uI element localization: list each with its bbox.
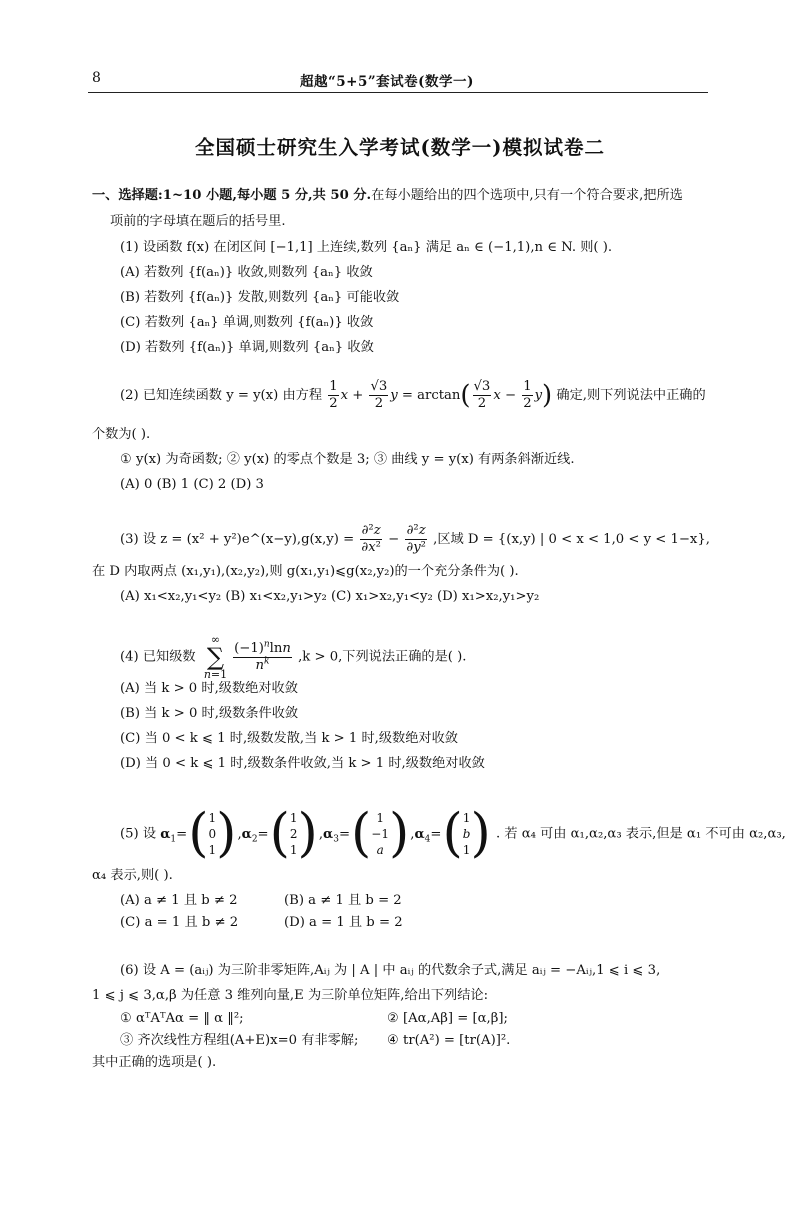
q2-equation: $\frac{1}{2}$ x + $\frac{√3}{2}$ y = arctan( $\frac{√3}{2}$ x − $\frac{1}{2}$ y) [329, 379, 553, 411]
header-rule [88, 92, 708, 93]
section-intro-line-2: 项前的字母填在题后的括号里. [110, 214, 286, 229]
q5-stem [120, 803, 786, 864]
q3-stem-tail: ,区域 D = {(x,y) | 0 < x < 1,0 < y < 1−x}, [433, 532, 710, 547]
running-header: 超越“5+5”套试卷(数学一) [300, 74, 474, 90]
q6-stem-2: 1 ⩽ j ⩽ 3,α,β 为任意 3 维列向量,E 为三阶单位矩阵,给出下列结论: [92, 988, 489, 1003]
page-number: 8 [92, 70, 101, 86]
page-title: 全国硕士研究生入学考试(数学一)模拟试卷二 [195, 136, 605, 159]
q1-option-a: (A) 若数列 {f(aₙ)} 收敛,则数列 {aₙ} 收敛 [120, 265, 373, 280]
q3-stem-cont: 在 D 内取两点 (x₁,y₁),(x₂,y₂),则 g(x₁,y₁)⩽g(x₂,y₂)的一个充分条件为( ). [92, 564, 519, 579]
q5-stem-cont: α₄ 表示,则( ). [92, 868, 173, 883]
q1-option-b: (B) 若数列 {f(aₙ)} 发散,则数列 {aₙ} 可能收敛 [120, 290, 400, 305]
q2-stem-lead: (2) 已知连续函数 y = y(x) 由方程 [120, 388, 323, 403]
q3-stem [120, 522, 710, 558]
q1-option-d: (D) 若数列 {f(aₙ)} 单调,则数列 {aₙ} 收敛 [120, 340, 374, 355]
q6-conclusion-4: ④ tr(A²) = [tr(A)]². [387, 1033, 511, 1048]
q4-stem-lead: (4) 已知级数 [120, 649, 196, 665]
q5-stem-tail: . 若 α₄ 可由 α₁,α₂,α₃ 表示,但是 α₁ 不可由 α₂,α₃, [495, 826, 786, 842]
q5-stem-lead: (5) 设 [120, 826, 157, 842]
section-heading: 一、选择题:1~10 小题,每小题 5 分,共 50 分. [92, 188, 372, 203]
q4-stem [120, 634, 466, 680]
q2-stem-tail: 确定,则下列说法中正确的 [556, 388, 706, 403]
q5-option-b: (B) a ≠ 1 且 b = 2 [284, 893, 402, 908]
q1-option-c: (C) 若数列 {aₙ} 单调,则数列 {f(aₙ)} 收敛 [120, 315, 374, 330]
q2-statements: ① y(x) 为奇函数; ② y(x) 的零点个数是 3; ③ 曲线 y = y(x) 有两条斜渐近线. [120, 452, 575, 467]
q5-option-a: (A) a ≠ 1 且 b ≠ 2 [120, 893, 238, 908]
q6-stem-1: (6) 设 A = (aᵢⱼ) 为三阶非零矩阵,Aᵢⱼ 为 | A | 中 aᵢⱼ 的代数余子式,满足 aᵢⱼ = −Aᵢⱼ,1 ⩽ i ⩽ 3, [120, 963, 661, 978]
q5-vectors: $\alpha_1=(1$ 0 $1),\alpha_2=(1$ 2 $1),\alpha_3=$( 1 −1 a )$,\alpha_4=(1$ b 1) [160, 803, 491, 864]
q4-option-a: (A) 当 k > 0 时,级数绝对收敛 [120, 681, 298, 696]
q6-conclusion-1: ① αᵀAᵀAα = ‖ α ‖²; [120, 1011, 244, 1026]
q6-conclusion-3: ③ 齐次线性方程组(A+E)x=0 有非零解; [120, 1033, 359, 1048]
q1-stem: (1) 设函数 f(x) 在闭区间 [−1,1] 上连续,数列 {aₙ} 满足 aₙ ∈ (−1,1),n ∈ N. 则( ). [120, 240, 613, 255]
q5-option-c: (C) a = 1 且 b ≠ 2 [120, 915, 239, 930]
q3-equation: $\frac{\text{∂²z}}{\text{∂x²}}$ − $\frac{\text{∂²z}}{\text{∂y²}}$ [361, 523, 426, 555]
q2-stem-cont: 个数为( ). [92, 427, 151, 442]
q6-question: 其中正确的选项是( ). [92, 1055, 217, 1070]
q3-stem-lead: (3) 设 z = (x² + y²)e^(x−y),g(x,y) = [120, 532, 355, 547]
q2-stem [120, 378, 706, 414]
q5-option-d: (D) a = 1 且 b = 2 [284, 915, 403, 930]
q6-conclusion-2: ② [Aα,Aβ] = [α,β]; [387, 1011, 508, 1026]
q4-option-b: (B) 当 k > 0 时,级数条件收敛 [120, 706, 299, 721]
q4-stem-tail: ,k > 0,下列说法正确的是( ). [298, 649, 467, 665]
q2-options: (A) 0 (B) 1 (C) 2 (D) 3 [120, 477, 264, 492]
q4-series: ∞ ∑ n=1 $\frac{(-1)^n\ln n}{n^k}$ [203, 633, 291, 681]
q4-option-c: (C) 当 0 < k ⩽ 1 时,级数发散,当 k > 1 时,级数绝对收敛 [120, 731, 458, 746]
section-intro-text: 在每小题给出的四个选项中,只有一个符合要求,把所选 [371, 188, 683, 203]
section-intro-line-1 [92, 187, 683, 205]
q4-option-d: (D) 当 0 < k ⩽ 1 时,级数条件收敛,当 k > 1 时,级数绝对收敛 [120, 756, 485, 771]
q3-options: (A) x₁<x₂,y₁<y₂ (B) x₁<x₂,y₁>y₂ (C) x₁>x₂,y₁<y₂ (D) x₁>x₂,y₁>y₂ [120, 589, 540, 604]
